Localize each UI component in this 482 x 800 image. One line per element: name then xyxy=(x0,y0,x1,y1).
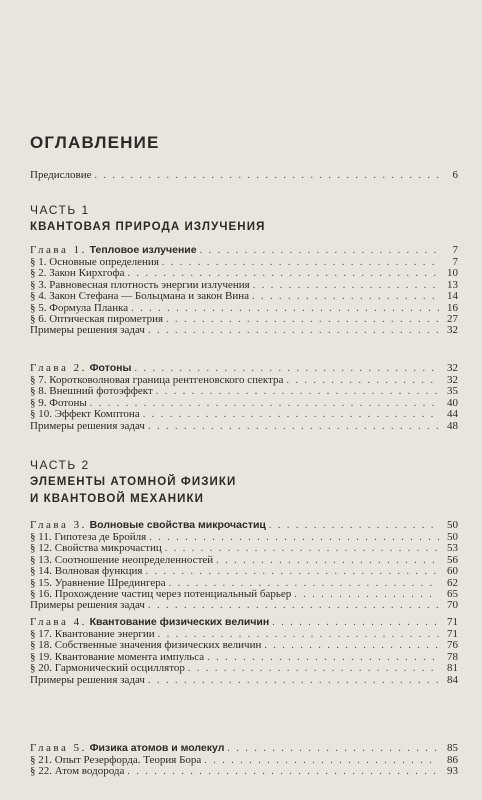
page-number: 93 xyxy=(447,765,458,778)
toc-title: ОГЛАВЛЕНИЕ xyxy=(30,133,160,152)
page-number: 32 xyxy=(447,362,458,374)
page-number: 50 xyxy=(447,531,458,543)
chapter-3 xyxy=(30,518,458,612)
page-number: 53 xyxy=(447,542,458,555)
leader-dots xyxy=(253,280,439,291)
chapter-2 xyxy=(30,361,458,432)
page-number: 60 xyxy=(447,565,458,578)
page-number: 35 xyxy=(447,385,458,398)
toc-entry[interactable] xyxy=(30,409,458,420)
leader-dots xyxy=(148,421,439,432)
page-number: 76 xyxy=(447,639,458,652)
page-number: 40 xyxy=(447,396,458,409)
page-number: 86 xyxy=(447,754,458,766)
entry-title: § 17. Квантование энергии xyxy=(30,628,155,640)
entry-title: § 8. Внешний фотоэффект xyxy=(30,385,153,398)
chapter-5 xyxy=(30,741,458,778)
entry-title: § 22. Атом водорода xyxy=(30,765,125,778)
page-number: 78 xyxy=(447,650,458,663)
page-number: 62 xyxy=(447,576,458,589)
leader-dots xyxy=(204,755,439,766)
page-number: 65 xyxy=(447,587,458,600)
entry-title: § 3. Равновесная плотность энергии излучения xyxy=(30,278,250,291)
chapter-1-items xyxy=(30,257,458,337)
leader-dots xyxy=(143,409,439,420)
entry-title: § 6. Оптическая пирометрия xyxy=(30,312,164,325)
entry-title: Примеры решения задач xyxy=(30,673,145,686)
entry-title: § 18. Собственные значения физических величин xyxy=(30,639,262,652)
chapter-3-items xyxy=(30,532,458,612)
chapter-name: Физика атомов и молекул xyxy=(89,742,225,754)
entry-title: Примеры решения задач xyxy=(30,419,145,432)
leader-dots xyxy=(188,663,439,674)
entry-title: § 5. Формула Планка xyxy=(30,301,129,314)
toc-entry[interactable] xyxy=(30,766,458,777)
page-number: 81 xyxy=(447,662,458,675)
chapter-label: Глава 1. xyxy=(30,244,87,256)
entry-title: § 15. Уравнение Шредингера xyxy=(30,576,166,589)
leader-dots xyxy=(148,325,439,336)
leader-dots xyxy=(145,566,439,577)
toc-entry[interactable] xyxy=(30,421,458,432)
chapter-label: Глава 4. xyxy=(30,616,87,628)
chapter-name: Квантование физических величин xyxy=(89,616,270,628)
leader-dots xyxy=(269,519,439,533)
page-number: 48 xyxy=(447,419,458,432)
page-number: 6 xyxy=(452,169,458,181)
leader-dots xyxy=(149,532,439,543)
leader-dots xyxy=(148,600,439,611)
leader-dots xyxy=(148,675,439,686)
entry-title: § 13. Соотношение неопределенностей xyxy=(30,553,214,566)
page-number: 14 xyxy=(447,290,458,303)
chapter-3-heading[interactable] xyxy=(30,518,458,532)
entry-title: § 14. Волновая функция xyxy=(30,565,143,578)
page-number: 50 xyxy=(447,519,458,531)
entry-title: § 1. Основные определения xyxy=(30,256,159,268)
chapter-4-items xyxy=(30,629,458,686)
part-1-title: КВАНТОВАЯ ПРИРОДА ИЗЛУЧЕНИЯ xyxy=(30,221,266,233)
page-number: 32 xyxy=(447,324,458,337)
entry-title: § 10. Эффект Комптона xyxy=(30,408,140,421)
entry-title: § 11. Гипотеза де Бройля xyxy=(30,531,147,543)
leader-dots xyxy=(127,766,439,777)
entry-title: § 21. Опыт Резерфорда. Теория Бора xyxy=(30,754,202,766)
entry-title: § 19. Квантование момента импульса xyxy=(30,650,205,663)
leader-dots xyxy=(131,303,439,314)
page-number: 7 xyxy=(452,256,458,268)
chapter-name: Фотоны xyxy=(89,362,132,374)
preface-entry[interactable] xyxy=(30,168,458,182)
leader-dots xyxy=(294,589,439,600)
entry-title: § 4. Закон Стефана — Больцмана и закон Вина xyxy=(30,290,249,303)
leader-dots xyxy=(156,386,439,397)
page-number: 10 xyxy=(447,267,458,280)
leader-dots xyxy=(264,640,439,651)
leader-dots xyxy=(286,375,439,386)
entry-title: § 7. Коротковолновая граница рентгеновского спектра xyxy=(30,374,284,386)
leader-dots xyxy=(90,398,439,409)
leader-dots xyxy=(166,314,439,325)
toc-entry[interactable] xyxy=(30,566,458,577)
chapter-label: Глава 5. xyxy=(30,742,87,754)
entry-title: Примеры решения задач xyxy=(30,324,145,337)
entry-title: § 16. Прохождение частиц через потенциальный барьер xyxy=(30,587,292,600)
chapter-2-items xyxy=(30,375,458,432)
toc-entry[interactable] xyxy=(30,600,458,611)
page-number: 32 xyxy=(447,374,458,386)
leader-dots xyxy=(216,555,439,566)
page-number: 7 xyxy=(452,244,458,256)
entry-title: Примеры решения задач xyxy=(30,599,145,612)
page-number: 85 xyxy=(447,742,458,754)
part-2-title-line-1: ЭЛЕМЕНТЫ АТОМНОЙ ФИЗИКИ xyxy=(30,476,237,488)
chapter-1 xyxy=(30,243,458,337)
page-number: 84 xyxy=(447,673,458,686)
chapter-5-heading[interactable] xyxy=(30,741,458,755)
toc-entry[interactable] xyxy=(30,291,458,302)
chapter-2-heading[interactable] xyxy=(30,361,458,375)
chapter-label: Глава 3. xyxy=(30,519,87,531)
leader-dots xyxy=(272,616,439,630)
toc-entry[interactable] xyxy=(30,386,458,397)
chapter-label: Глава 2. xyxy=(30,362,87,374)
part-2-label: ЧАСТЬ 2 xyxy=(30,458,90,472)
page-number: 71 xyxy=(447,616,458,628)
toc-entry[interactable] xyxy=(30,663,458,674)
toc-entry[interactable] xyxy=(30,325,458,336)
page-number: 70 xyxy=(447,599,458,612)
page-number: 27 xyxy=(447,312,458,325)
chapter-4-heading[interactable] xyxy=(30,615,458,629)
chapter-1-heading[interactable] xyxy=(30,243,458,257)
page-number: 44 xyxy=(447,408,458,421)
leader-dots xyxy=(162,257,439,268)
page-number: 71 xyxy=(447,628,458,640)
entry-title: § 12. Свойства микрочастиц xyxy=(30,542,162,555)
page-number: 16 xyxy=(447,301,458,314)
leader-dots xyxy=(207,652,439,663)
chapter-5-items xyxy=(30,755,458,778)
chapter-name: Волновые свойства микрочастиц xyxy=(89,519,266,531)
leader-dots xyxy=(95,169,440,183)
page-number: 13 xyxy=(447,278,458,291)
entry-title: § 20. Гармонический осциллятор xyxy=(30,662,185,675)
part-2-title-line-2: И КВАНТОВОЙ МЕХАНИКИ xyxy=(30,493,205,505)
chapter-name: Тепловое излучение xyxy=(89,244,197,256)
leader-dots xyxy=(227,742,439,756)
chapter-4 xyxy=(30,615,458,686)
entry-title: § 9. Фотоны xyxy=(30,396,87,409)
entry-title: § 2. Закон Кирхгофа xyxy=(30,267,125,280)
preface-label: Предисловие xyxy=(30,169,92,181)
toc-entry[interactable] xyxy=(30,675,458,686)
leader-dots xyxy=(252,291,439,302)
page-number: 56 xyxy=(447,553,458,566)
part-1-label: ЧАСТЬ 1 xyxy=(30,203,90,217)
leader-dots xyxy=(200,244,439,258)
